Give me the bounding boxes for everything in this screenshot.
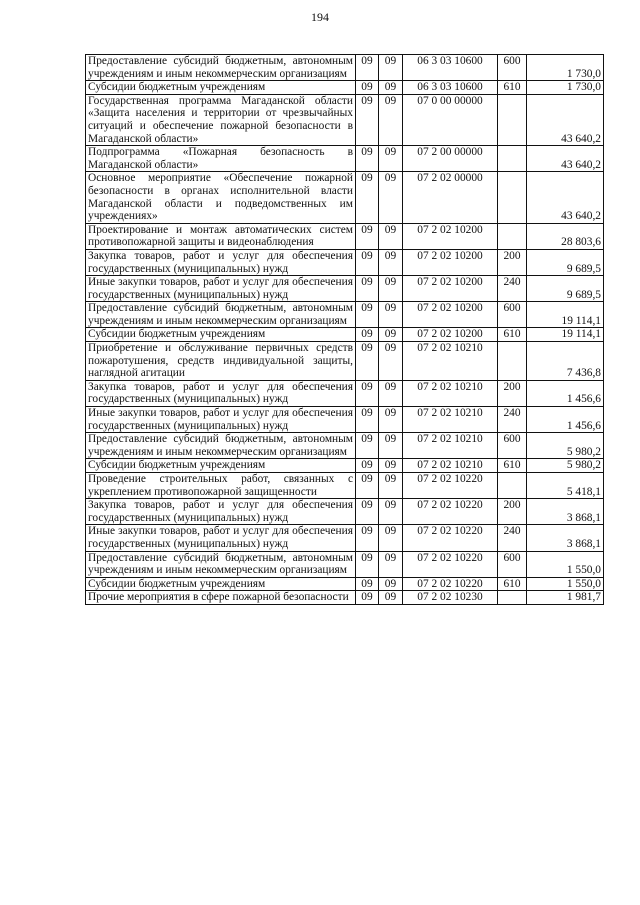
row-expense-type-cell: 200 xyxy=(498,249,527,275)
row-expense-type-cell xyxy=(498,591,527,605)
row-section-cell: 09 xyxy=(356,81,379,95)
row-expense-type-cell xyxy=(498,473,527,499)
row-section-cell: 09 xyxy=(356,433,379,459)
row-amount-cell: 3 868,1 xyxy=(527,525,604,551)
row-section-cell: 09 xyxy=(356,499,379,525)
row-target-article-cell: 07 2 02 10220 xyxy=(403,473,498,499)
row-target-article-cell: 07 0 00 00000 xyxy=(403,94,498,145)
row-target-article-cell: 07 2 02 10210 xyxy=(403,407,498,433)
row-expense-type-cell: 610 xyxy=(498,81,527,95)
row-name-cell: Иные закупки товаров, работ и услуг для обеспечения государственных (муниципальных) нужд xyxy=(86,276,356,302)
row-target-article-cell: 06 3 03 10600 xyxy=(403,55,498,81)
row-section-cell: 09 xyxy=(356,591,379,605)
row-amount-cell: 19 114,1 xyxy=(527,328,604,342)
budget-table-body xyxy=(86,55,604,605)
table-row xyxy=(86,172,604,223)
row-amount-cell: 5 980,2 xyxy=(527,459,604,473)
row-amount-cell: 19 114,1 xyxy=(527,302,604,328)
row-target-article-cell: 06 3 03 10600 xyxy=(403,81,498,95)
table-row xyxy=(86,459,604,473)
row-amount-cell: 43 640,2 xyxy=(527,94,604,145)
row-expense-type-cell: 600 xyxy=(498,302,527,328)
row-subsection-cell: 09 xyxy=(379,146,403,172)
row-section-cell: 09 xyxy=(356,342,379,381)
table-row xyxy=(86,146,604,172)
row-subsection-cell: 09 xyxy=(379,433,403,459)
row-section-cell: 09 xyxy=(356,249,379,275)
row-name-cell: Иные закупки товаров, работ и услуг для обеспечения государственных (муниципальных) нужд xyxy=(86,525,356,551)
row-section-cell: 09 xyxy=(356,407,379,433)
row-amount-cell: 1 550,0 xyxy=(527,551,604,577)
table-row xyxy=(86,302,604,328)
table-row xyxy=(86,342,604,381)
row-name-cell: Закупка товаров, работ и услуг для обеспечения государственных (муниципальных) нужд xyxy=(86,380,356,406)
row-target-article-cell: 07 2 02 10220 xyxy=(403,551,498,577)
row-amount-cell: 1 550,0 xyxy=(527,577,604,591)
row-expense-type-cell: 610 xyxy=(498,328,527,342)
row-amount-cell: 5 980,2 xyxy=(527,433,604,459)
row-target-article-cell: 07 2 02 10230 xyxy=(403,591,498,605)
table-row xyxy=(86,81,604,95)
row-subsection-cell: 09 xyxy=(379,591,403,605)
row-expense-type-cell: 600 xyxy=(498,55,527,81)
row-subsection-cell: 09 xyxy=(379,172,403,223)
row-subsection-cell: 09 xyxy=(379,328,403,342)
row-subsection-cell: 09 xyxy=(379,499,403,525)
row-name-cell: Закупка товаров, работ и услуг для обеспечения государственных (муниципальных) нужд xyxy=(86,249,356,275)
row-target-article-cell: 07 2 02 10220 xyxy=(403,499,498,525)
row-name-cell: Иные закупки товаров, работ и услуг для обеспечения государственных (муниципальных) нужд xyxy=(86,407,356,433)
row-subsection-cell: 09 xyxy=(379,342,403,381)
row-amount-cell: 43 640,2 xyxy=(527,146,604,172)
row-amount-cell: 1 730,0 xyxy=(527,55,604,81)
row-section-cell: 09 xyxy=(356,172,379,223)
row-name-cell: Основное мероприятие «Обеспечение пожарной безопасности в органах исполнительной власти Магаданской области и подведомственных им учреждениях» xyxy=(86,172,356,223)
row-target-article-cell: 07 2 02 10210 xyxy=(403,380,498,406)
row-name-cell: Проведение строительных работ, связанных с укреплением противопожарной защищенности xyxy=(86,473,356,499)
row-expense-type-cell xyxy=(498,146,527,172)
row-amount-cell: 7 436,8 xyxy=(527,342,604,381)
row-target-article-cell: 07 2 02 10210 xyxy=(403,459,498,473)
row-amount-cell: 1 456,6 xyxy=(527,380,604,406)
row-subsection-cell: 09 xyxy=(379,380,403,406)
row-expense-type-cell xyxy=(498,223,527,249)
row-subsection-cell: 09 xyxy=(379,55,403,81)
table-row xyxy=(86,94,604,145)
row-target-article-cell: 07 2 02 00000 xyxy=(403,172,498,223)
row-expense-type-cell: 240 xyxy=(498,407,527,433)
row-name-cell: Предоставление субсидий бюджетным, автономным учреждениям и иным некоммерческим организациям xyxy=(86,433,356,459)
row-name-cell: Закупка товаров, работ и услуг для обеспечения государственных (муниципальных) нужд xyxy=(86,499,356,525)
row-expense-type-cell: 610 xyxy=(498,459,527,473)
row-subsection-cell: 09 xyxy=(379,551,403,577)
row-expense-type-cell: 240 xyxy=(498,525,527,551)
row-target-article-cell: 07 2 02 10220 xyxy=(403,525,498,551)
row-amount-cell: 5 418,1 xyxy=(527,473,604,499)
row-target-article-cell: 07 2 00 00000 xyxy=(403,146,498,172)
row-expense-type-cell: 240 xyxy=(498,276,527,302)
row-section-cell: 09 xyxy=(356,473,379,499)
row-section-cell: 09 xyxy=(356,223,379,249)
row-name-cell: Проектирование и монтаж автоматических систем противопожарной защиты и видеонаблюдения xyxy=(86,223,356,249)
row-name-cell: Субсидии бюджетным учреждениям xyxy=(86,577,356,591)
row-expense-type-cell: 600 xyxy=(498,551,527,577)
row-subsection-cell: 09 xyxy=(379,81,403,95)
row-amount-cell: 9 689,5 xyxy=(527,249,604,275)
table-row xyxy=(86,473,604,499)
table-row xyxy=(86,499,604,525)
row-amount-cell: 9 689,5 xyxy=(527,276,604,302)
row-subsection-cell: 09 xyxy=(379,276,403,302)
row-section-cell: 09 xyxy=(356,525,379,551)
table-row xyxy=(86,525,604,551)
row-amount-cell: 3 868,1 xyxy=(527,499,604,525)
budget-table xyxy=(85,54,604,605)
row-subsection-cell: 09 xyxy=(379,577,403,591)
row-section-cell: 09 xyxy=(356,276,379,302)
row-expense-type-cell xyxy=(498,94,527,145)
row-subsection-cell: 09 xyxy=(379,94,403,145)
row-section-cell: 09 xyxy=(356,302,379,328)
row-amount-cell: 1 981,7 xyxy=(527,591,604,605)
row-section-cell: 09 xyxy=(356,328,379,342)
row-amount-cell: 43 640,2 xyxy=(527,172,604,223)
row-target-article-cell: 07 2 02 10200 xyxy=(403,302,498,328)
page-number: 194 xyxy=(311,10,329,24)
row-name-cell: Предоставление субсидий бюджетным, автономным учреждениям и иным некоммерческим организациям xyxy=(86,302,356,328)
table-row xyxy=(86,380,604,406)
row-name-cell: Государственная программа Магаданской области «Защита населения и территории от чрезвычайных ситуаций и обеспечение пожарной безопасности в Магаданской области» xyxy=(86,94,356,145)
row-section-cell: 09 xyxy=(356,551,379,577)
table-row xyxy=(86,407,604,433)
row-section-cell: 09 xyxy=(356,459,379,473)
table-row xyxy=(86,577,604,591)
row-section-cell: 09 xyxy=(356,94,379,145)
row-name-cell: Субсидии бюджетным учреждениям xyxy=(86,459,356,473)
table-row xyxy=(86,433,604,459)
table-row xyxy=(86,591,604,605)
table-row xyxy=(86,276,604,302)
row-name-cell: Предоставление субсидий бюджетным, автономным учреждениям и иным некоммерческим организациям xyxy=(86,551,356,577)
row-subsection-cell: 09 xyxy=(379,525,403,551)
row-target-article-cell: 07 2 02 10210 xyxy=(403,433,498,459)
row-name-cell: Приобретение и обслуживание первичных средств пожаротушения, средств индивидуальной защиты, наглядной агитации xyxy=(86,342,356,381)
row-target-article-cell: 07 2 02 10200 xyxy=(403,328,498,342)
row-name-cell: Субсидии бюджетным учреждениям xyxy=(86,328,356,342)
table-row xyxy=(86,55,604,81)
row-section-cell: 09 xyxy=(356,380,379,406)
row-subsection-cell: 09 xyxy=(379,459,403,473)
row-section-cell: 09 xyxy=(356,146,379,172)
row-expense-type-cell xyxy=(498,172,527,223)
table-row xyxy=(86,249,604,275)
row-name-cell: Субсидии бюджетным учреждениям xyxy=(86,81,356,95)
row-amount-cell: 28 803,6 xyxy=(527,223,604,249)
row-expense-type-cell: 200 xyxy=(498,499,527,525)
row-subsection-cell: 09 xyxy=(379,473,403,499)
row-section-cell: 09 xyxy=(356,577,379,591)
row-target-article-cell: 07 2 02 10200 xyxy=(403,223,498,249)
row-subsection-cell: 09 xyxy=(379,223,403,249)
row-expense-type-cell: 200 xyxy=(498,380,527,406)
row-subsection-cell: 09 xyxy=(379,407,403,433)
row-subsection-cell: 09 xyxy=(379,302,403,328)
row-target-article-cell: 07 2 02 10210 xyxy=(403,342,498,381)
table-row xyxy=(86,551,604,577)
row-expense-type-cell: 610 xyxy=(498,577,527,591)
table-row xyxy=(86,328,604,342)
table-row xyxy=(86,223,604,249)
row-amount-cell: 1 456,6 xyxy=(527,407,604,433)
row-name-cell: Прочие мероприятия в сфере пожарной безопасности xyxy=(86,591,356,605)
row-target-article-cell: 07 2 02 10200 xyxy=(403,249,498,275)
row-expense-type-cell xyxy=(498,342,527,381)
row-name-cell: Подпрограмма «Пожарная безопасность в Магаданской области» xyxy=(86,146,356,172)
row-name-cell: Предоставление субсидий бюджетным, автономным учреждениям и иным некоммерческим организациям xyxy=(86,55,356,81)
row-target-article-cell: 07 2 02 10200 xyxy=(403,276,498,302)
row-subsection-cell: 09 xyxy=(379,249,403,275)
row-section-cell: 09 xyxy=(356,55,379,81)
row-amount-cell: 1 730,0 xyxy=(527,81,604,95)
row-target-article-cell: 07 2 02 10220 xyxy=(403,577,498,591)
row-expense-type-cell: 600 xyxy=(498,433,527,459)
